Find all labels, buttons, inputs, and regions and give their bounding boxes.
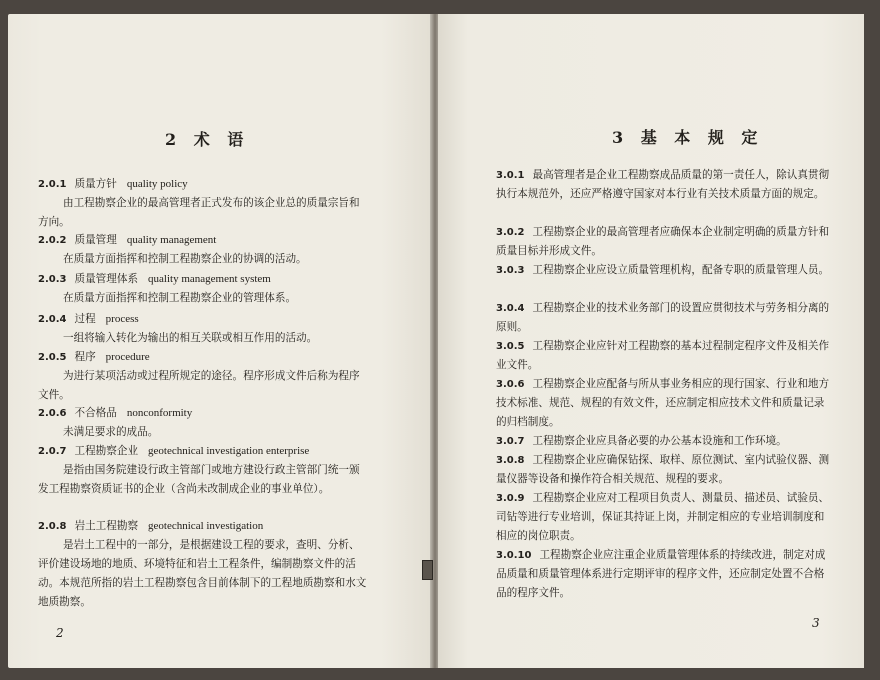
page-number-left: 2 xyxy=(56,626,64,640)
term-number: 2.0.1 xyxy=(38,179,67,190)
term-zh: 工程勘察企业 xyxy=(74,445,139,457)
term-en: quality policy xyxy=(126,178,188,190)
clause-3-0-7 xyxy=(496,432,832,451)
term-zh: 不合格品 xyxy=(74,407,117,419)
clause-3-0-1 xyxy=(496,166,832,204)
clause-3-0-2 xyxy=(496,223,832,261)
term-en: geotechnical investigation enterprise xyxy=(148,445,310,457)
page-number-right: 3 xyxy=(812,616,820,630)
clause-text: 工程勘察企业应注重企业质量管理体系的持续改进，制定对成品质量和质量管理体系进行定期评审的程序文件，还应制定处置不合格品的程序文件。 xyxy=(496,549,826,599)
clause-number: 3.0.6 xyxy=(496,379,525,390)
term-en: nonconformity xyxy=(126,407,193,419)
clause-text: 最高管理者是企业工程勘察成品质量的第一责任人，除认真贯彻执行本规范外，还应严格遵守国家对本行业有关技术质量方面的规定。 xyxy=(496,169,830,200)
clause-number: 3.0.1 xyxy=(496,170,525,181)
term-2-0-3 xyxy=(38,270,370,308)
right-page xyxy=(438,14,864,668)
clause-text: 工程勘察企业应对工程项目负责人、测量员、描述员、试验员、司钻等进行专业培训，保证其持证上岗，并制定相应的专业培训制度和相应的岗位职责。 xyxy=(496,492,830,542)
term-number: 2.0.5 xyxy=(38,352,67,363)
term-definition: 为进行某项活动或过程所规定的途径。程序形成文件后称为程序文件。 xyxy=(38,370,360,401)
term-definition: 由工程勘察企业的最高管理者正式发布的该企业总的质量宗旨和方向。 xyxy=(38,197,360,228)
term-2-0-8 xyxy=(38,517,370,612)
term-zh: 质量管理体系 xyxy=(74,273,139,285)
clause-text: 工程勘察企业应确保钻探、取样、原位测试、室内试验仪器、测量仪器等设备和操作符合相关规范、规程的要求。 xyxy=(496,454,830,485)
clause-number: 3.0.9 xyxy=(496,493,525,504)
clause-text: 工程勘察企业应针对工程勘察的基本过程制定程序文件及相关作业文件。 xyxy=(496,340,830,371)
term-2-0-5 xyxy=(38,348,370,405)
clause-text: 工程勘察企业应设立质量管理机构，配备专职的质量管理人员。 xyxy=(532,264,830,276)
term-definition: 在质量方面指挥和控制工程勘察企业的协调的活动。 xyxy=(63,253,307,265)
term-number: 2.0.4 xyxy=(38,314,67,325)
clause-text: 工程勘察企业应具备必要的办公基本设施和工作环境。 xyxy=(532,435,787,447)
term-2-0-1 xyxy=(38,175,370,232)
term-2-0-2 xyxy=(38,231,370,269)
clause-number: 3.0.8 xyxy=(496,455,525,466)
term-definition: 是指由国务院建设行政主管部门或地方建设行政主管部门统一颁发工程勘察资质证书的企业（含尚未改制成企业的事业单位）。 xyxy=(38,464,360,495)
term-definition: 是岩土工程中的一部分，是根据建设工程的要求，查明、分析、评价建设场地的地质、环境特征和岩土工程条件，编制勘察文件的活动。本规范所指的岩土工程勘察包含目前体制下的工程地质勘察和水文地质勘察。 xyxy=(38,539,367,608)
clause-number: 3.0.7 xyxy=(496,436,525,447)
term-number: 2.0.8 xyxy=(38,521,67,532)
clause-3-0-5 xyxy=(496,337,832,375)
clause-3-0-8 xyxy=(496,451,832,489)
clause-3-0-10 xyxy=(496,546,832,603)
clause-number: 3.0.5 xyxy=(496,341,525,352)
term-en: quality management system xyxy=(148,273,271,285)
term-zh: 质量方针 xyxy=(74,178,117,190)
term-zh: 岩土工程勘察 xyxy=(74,520,139,532)
term-number: 2.0.7 xyxy=(38,446,67,457)
term-en: process xyxy=(105,313,139,325)
clause-3-0-6 xyxy=(496,375,832,432)
term-en: quality management xyxy=(126,234,217,246)
clause-text: 工程勘察企业的技术业务部门的设置应贯彻技术与劳务相分离的原则。 xyxy=(496,302,830,333)
term-en: procedure xyxy=(105,351,150,363)
term-number: 2.0.2 xyxy=(38,235,67,246)
clause-number: 3.0.3 xyxy=(496,265,525,276)
term-zh: 程序 xyxy=(74,351,96,363)
chapter-2-title: 2 术 语 xyxy=(165,130,250,149)
term-definition: 未满足要求的成品。 xyxy=(63,426,159,438)
term-en: geotechnical investigation xyxy=(148,520,264,532)
left-page xyxy=(8,14,432,668)
term-2-0-7 xyxy=(38,442,370,499)
term-number: 2.0.3 xyxy=(38,274,67,285)
clause-text: 工程勘察企业应配备与所从事业务相应的现行国家、行业和地方技术标准、规范、规程的有效文件，还应制定相应技术文件和质量记录的归档制度。 xyxy=(496,378,830,428)
term-definition: 在质量方面指挥和控制工程勘察企业的管理体系。 xyxy=(63,292,297,304)
term-2-0-6 xyxy=(38,404,370,442)
term-2-0-4 xyxy=(38,310,370,348)
clause-3-0-4 xyxy=(496,299,832,337)
term-definition: 一组将输入转化为输出的相互关联或相互作用的活动。 xyxy=(63,332,318,344)
clause-number: 3.0.10 xyxy=(496,550,532,561)
chapter-3-title: 3 基 本 规 定 xyxy=(612,128,764,147)
term-zh: 过程 xyxy=(74,313,96,325)
clause-number: 3.0.4 xyxy=(496,303,525,314)
term-zh: 质量管理 xyxy=(74,234,117,246)
term-number: 2.0.6 xyxy=(38,408,67,419)
clause-text: 工程勘察企业的最高管理者应确保本企业制定明确的质量方针和质量目标并形成文件。 xyxy=(496,226,830,257)
page-tab-marker xyxy=(422,560,433,580)
clause-number: 3.0.2 xyxy=(496,227,525,238)
clause-3-0-9 xyxy=(496,489,832,546)
clause-3-0-3 xyxy=(496,261,832,280)
